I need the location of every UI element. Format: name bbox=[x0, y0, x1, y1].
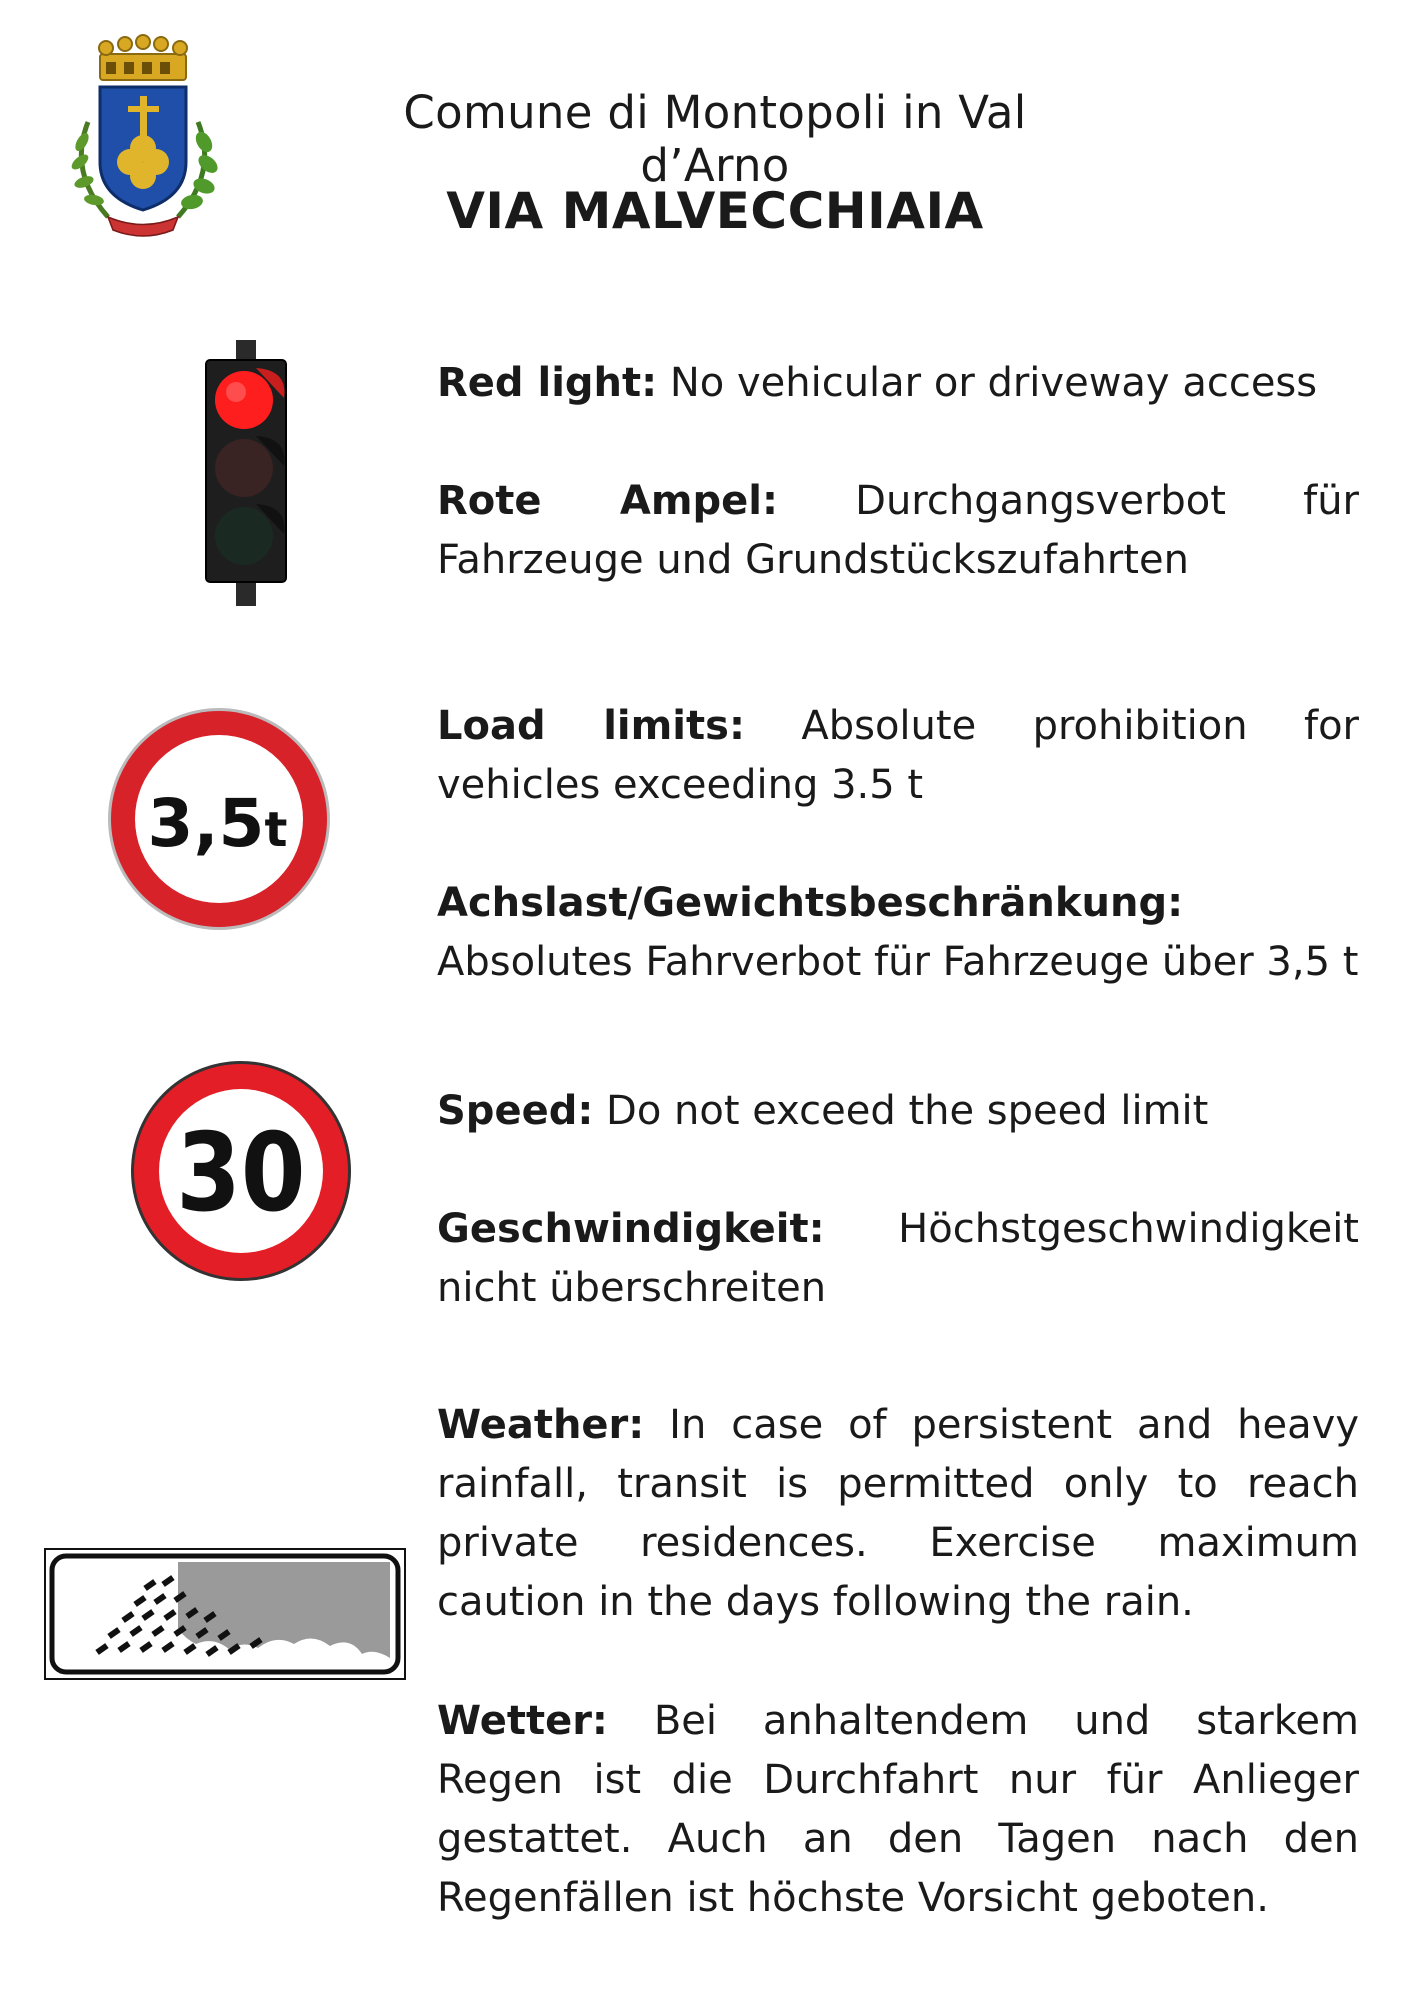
speed-en-label: Speed: bbox=[437, 1088, 594, 1134]
speed-de bbox=[437, 1200, 1359, 1318]
speed-de-text: Höchstgeschwindigkeit nicht überschreiten bbox=[437, 1206, 1359, 1311]
weather-de-text: Bei anhaltendem und starkem Regen ist die Durchfahrt nur für Anlieger gestattet. Auch an den Tagen nach den Regenfällen ist höchste Vorsicht geboten. bbox=[437, 1698, 1359, 1921]
weather-de-label: Wetter: bbox=[437, 1698, 608, 1744]
load-en-label: Load limits: bbox=[437, 703, 745, 749]
weather-en-text: In case of persistent and heavy rainfall, transit is permitted only to reach private residences. Exercise maximum caution in the days following the rain. bbox=[437, 1402, 1359, 1625]
weight-limit-sign-icon bbox=[106, 706, 332, 932]
weight-limit-sign-value: 3,5 bbox=[147, 785, 265, 862]
red-light-de bbox=[437, 472, 1359, 590]
red-light-en bbox=[437, 354, 1359, 413]
weather-de bbox=[437, 1692, 1359, 1928]
load-de-label: Achslast/Gewichtsbeschränkung: bbox=[437, 880, 1184, 926]
speed-en bbox=[437, 1082, 1359, 1141]
rain-weather-panel-icon bbox=[44, 1548, 406, 1680]
red-light-de-label: Rote Ampel: bbox=[437, 478, 778, 524]
speed-limit-sign-value: 30 bbox=[176, 1110, 306, 1236]
traffic-light-icon bbox=[196, 340, 296, 606]
municipality-name: Comune di Montopoli in Val d’Arno bbox=[403, 86, 1027, 192]
load-en bbox=[437, 697, 1359, 815]
load-en-text: Absolute prohibition for vehicles exceeding 3.5 t bbox=[437, 703, 1359, 808]
red-light-en-label: Red light: bbox=[437, 360, 658, 406]
street-name-title: VIA MALVECCHIAIA bbox=[446, 182, 984, 240]
load-de-text: Absolutes Fahrverbot für Fahrzeuge über 3,5 t bbox=[437, 939, 1359, 985]
speed-de-label: Geschwindigkeit: bbox=[437, 1206, 825, 1252]
load-de bbox=[437, 874, 1359, 992]
red-light-de-text: Durchgangsverbot für Fahrzeuge und Grundstückszufahrten bbox=[437, 478, 1359, 583]
red-light-en-text: No vehicular or driveway access bbox=[657, 360, 1318, 406]
speed-limit-sign-icon bbox=[130, 1060, 352, 1282]
weather-en-label: Weather: bbox=[437, 1402, 645, 1448]
weight-limit-sign-unit: t bbox=[264, 802, 288, 858]
weather-en bbox=[437, 1396, 1359, 1632]
speed-en-text: Do not exceed the speed limit bbox=[593, 1088, 1209, 1134]
municipal-crest-logo bbox=[58, 32, 228, 252]
